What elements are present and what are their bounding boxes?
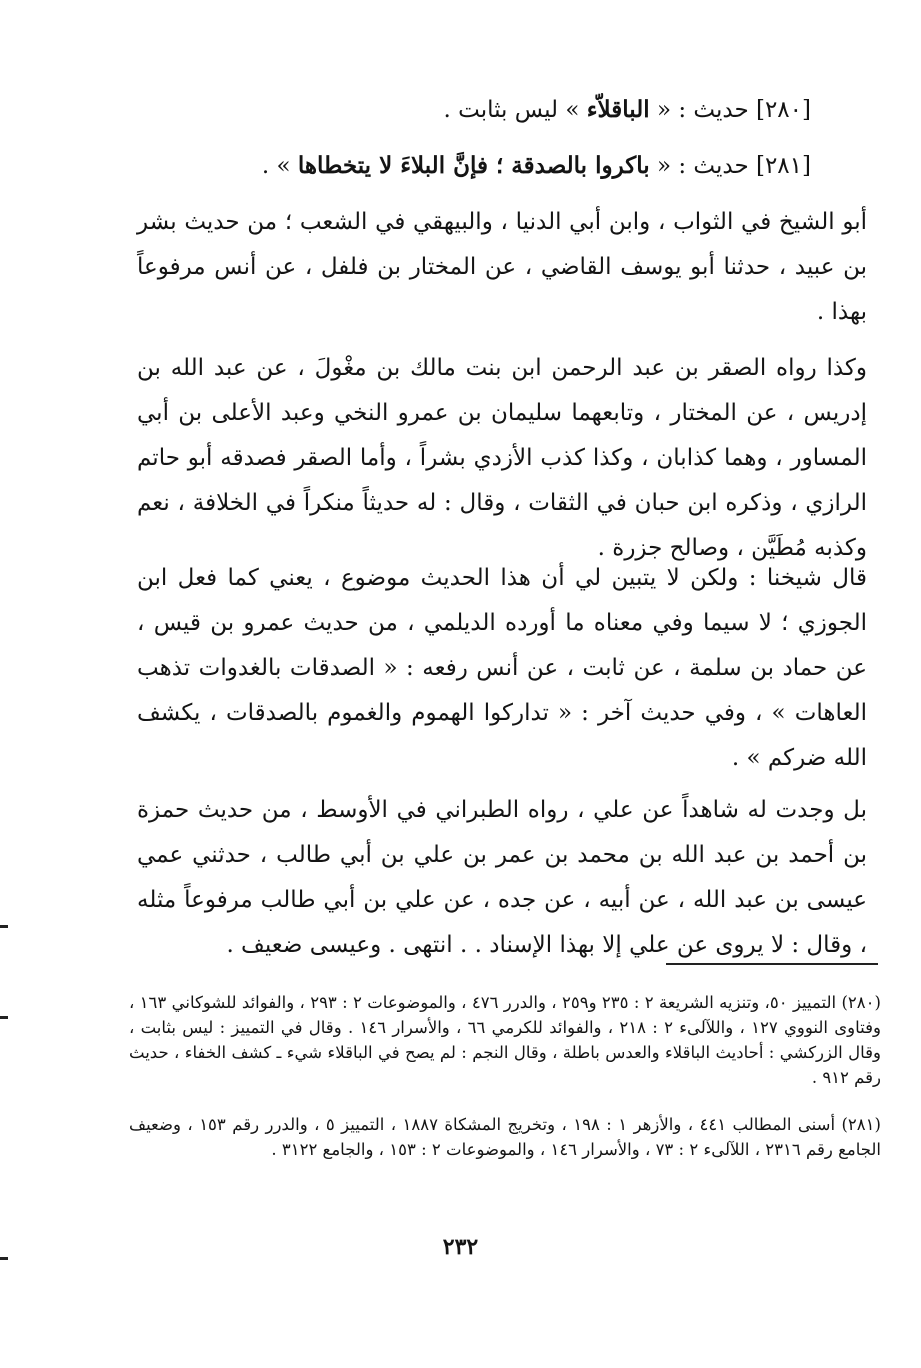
- entry-281-quote: باكروا بالصدقة ؛ فإنَّ البلاءَ لا يتخطاها: [297, 152, 650, 179]
- margin-mark: [0, 1016, 8, 1019]
- entry-281: [111, 146, 811, 186]
- entry-280-suffix: » ليس بثابت .: [443, 97, 580, 123]
- margin-mark: [0, 1257, 8, 1260]
- footnote-280: (٢٨٠) التمييز ٥٠، وتنزيه الشريعة ٢ : ٢٣٥ و٢٥٩ ، والدرر ٤٧٦ ، والموضوعات ٢ : ٢٩٣ ، والفوائد للشوكاني ١٦٣ ، وفتاوى النووي ١٢٧ ، واللآلىء ٢ : ٢١٨ ، والفوائد للكرمي ٦٦ ، والأسرار ١٤٦ . وقال في التمييز : ليس بثابت ، وقال الزركشي : أحاديث الباقلاء والعدس باطلة ، وقال النجم : لم يصح في الباقلاء شيء ـ كشف الخفاء ، حديث رقم ٩١٢ .: [129, 993, 881, 1087]
- entry-280-quote: الباقلاّء: [586, 96, 650, 123]
- paragraph-2: وكذا رواه الصقر بن عبد الرحمن ابن بنت مالك بن مغْولَ ، عن عبد الله بن إدريس ، عن المختار ، وتابعهما سليمان بن عمرو النخي وعبد الأعلى بن أبي المساور ، وهما كذابان ، وكذا كذب الأزدي بشراً ، وأما الصقر فصدقه أبو حاتم الرازي ، وذكره ابن حبان في الثقات ، وقال : له حديثاً منكراً في الخلافة ، نعم وكذبه مُطَيَّن ، وصالح جزرة .: [137, 355, 867, 561]
- margin-mark: [0, 925, 8, 928]
- entry-281-prefix: [٢٨١] حديث : «: [656, 153, 811, 179]
- footnote-divider: [666, 963, 878, 965]
- entry-280-prefix: [٢٨٠] حديث : «: [656, 97, 811, 123]
- page-number: ٢٣٢: [442, 1234, 479, 1260]
- paragraph-3: قال شيخنا : ولكن لا يتبين لي أن هذا الحديث موضوع ، يعني كما فعل ابن الجوزي ؛ لا سيما وفي معناه ما أورده الديلمي ، من حديث عمرو بن قيس ، عن حماد بن سلمة ، عن ثابت ، عن أنس رفعه : « الصدقات بالغدوات تذهب العاهات » ، وفي حديث آخر : « تداركوا الهموم والغموم بالصدقات ، يكشف الله ضركم » .: [137, 565, 867, 771]
- paragraph-1: أبو الشيخ في الثواب ، وابن أبي الدنيا ، والبيهقي في الشعب ؛ من حديث بشر بن عبيد ، حدثنا أبو يوسف القاضي ، عن المختار بن فلفل ، عن أنس مرفوعاً بهذا .: [137, 209, 867, 325]
- entry-280: [111, 90, 811, 130]
- paragraph-4: بل وجدت له شاهداً عن علي ، رواه الطبراني في الأوسط ، من حديث حمزة بن أحمد بن عبد الله بن محمد بن عمر بن علي بن أبي طالب ، حدثني عمي عيسى بن عبد الله ، عن أبيه ، عن جده ، عن علي بن أبي طالب مرفوعاً مثله ، وقال : لا يروى عن علي إلا بهذا الإسناد . . انتهى . وعيسى ضعيف .: [137, 797, 867, 958]
- entry-281-suffix: » .: [261, 153, 291, 179]
- footnote-281: (٢٨١) أسنى المطالب ٤٤١ ، والأزهر ١ : ١٩٨ ، وتخريج المشكاة ١٨٨٧ ، التمييز ٥ ، والدرر رقم ١٥٣ ، وضعيف الجامع رقم ٢٣١٦ ، اللآلىء ٢ : ٧٣ ، والأسرار ١٤٦ ، والموضوعات ٢ : ١٥٣ ، والجامع ٣١٢٢ .: [129, 1115, 881, 1159]
